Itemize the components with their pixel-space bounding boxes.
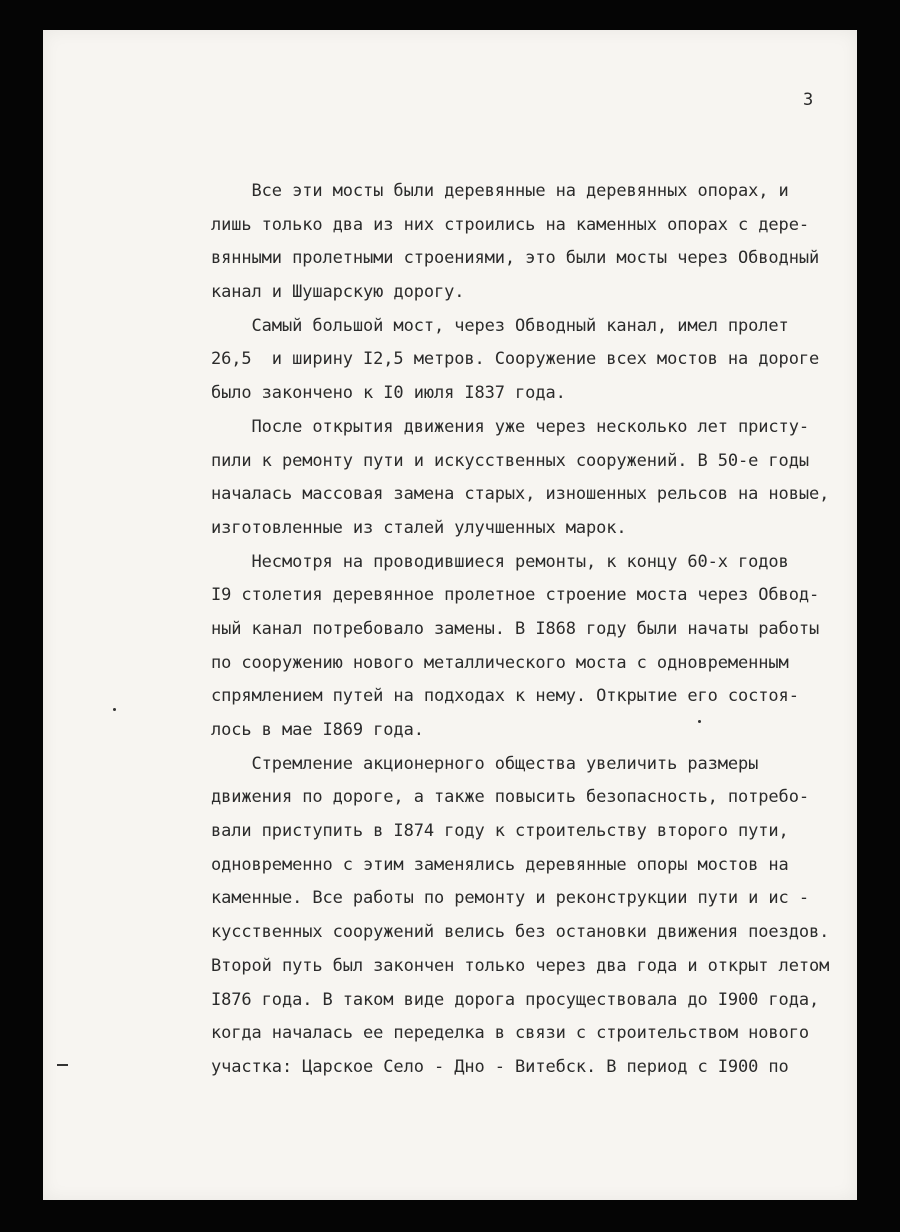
document-page bbox=[43, 30, 857, 1200]
text-line: изготовленные из сталей улучшенных марок. bbox=[211, 517, 627, 538]
ink-speck bbox=[698, 720, 701, 723]
text-line: вянными пролетными строениями, это были мосты через Обводный bbox=[211, 248, 820, 269]
text-line: канал и Шушарскую дорогу. bbox=[211, 282, 465, 303]
text-line: 26,5 и ширину I2,5 метров. Сооружение всех мостов на дороге bbox=[211, 349, 820, 370]
text-line: Второй путь был закончен только через два года и открыт летом bbox=[211, 955, 830, 976]
text-line: когда началась ее переделка в связи с строительством нового bbox=[211, 1023, 809, 1044]
text-line: спрямлением путей на подходах к нему. Открытие его состоя- bbox=[211, 686, 799, 707]
text-line: вали приступить в I874 году к строительству второго пути, bbox=[211, 821, 789, 842]
text-line: по сооружению нового металлического моста с одновременным bbox=[211, 652, 789, 673]
text-line: движения по дороге, а также повысить безопасность, потребо- bbox=[211, 787, 809, 808]
text-line: ный канал потребовало замены. В I868 году были начаты работы bbox=[211, 618, 820, 639]
text-line: I9 столетия деревянное пролетное строение моста через Обвод- bbox=[211, 585, 820, 606]
margin-dash-mark bbox=[57, 1064, 68, 1066]
text-line: каменные. Все работы по ремонту и реконструкции пути и ис - bbox=[211, 888, 809, 909]
text-line: I876 года. В таком виде дорога просуществовала до I900 года, bbox=[211, 989, 820, 1010]
text-line: Несмотря на проводившиеся ремонты, к концу 60-х годов bbox=[211, 551, 789, 572]
page-number: 3 bbox=[803, 90, 814, 110]
ink-speck bbox=[113, 708, 116, 711]
text-line: лось в мае I869 года. bbox=[211, 720, 424, 740]
text-line: началась массовая замена старых, изношенных рельсов на новые, bbox=[211, 484, 830, 505]
text-line: Все эти мосты были деревянные на деревянных опорах, и bbox=[211, 181, 789, 201]
text-line: После открытия движения уже через несколько лет присту- bbox=[211, 416, 809, 437]
text-line: пили к ремонту пути и искусственных сооружений. В 50-е годы bbox=[211, 450, 809, 471]
body-text bbox=[211, 175, 831, 1085]
text-line: лишь только два из них строились на каменных опорах с дере- bbox=[211, 214, 809, 235]
text-line: одновременно с этим заменялись деревянные опоры мостов на bbox=[211, 854, 789, 875]
text-line: Стремление акционерного общества увеличить размеры bbox=[211, 753, 759, 774]
text-line: было закончено к I0 июля I837 года. bbox=[211, 383, 566, 404]
text-line: Самый большой мост, через Обводный канал, имел пролет bbox=[211, 315, 789, 336]
text-line: кусственных сооружений велись без остановки движения поездов. bbox=[211, 922, 830, 943]
text-line: участка: Царское Село - Дно - Витебск. В период с I900 по bbox=[211, 1056, 789, 1077]
